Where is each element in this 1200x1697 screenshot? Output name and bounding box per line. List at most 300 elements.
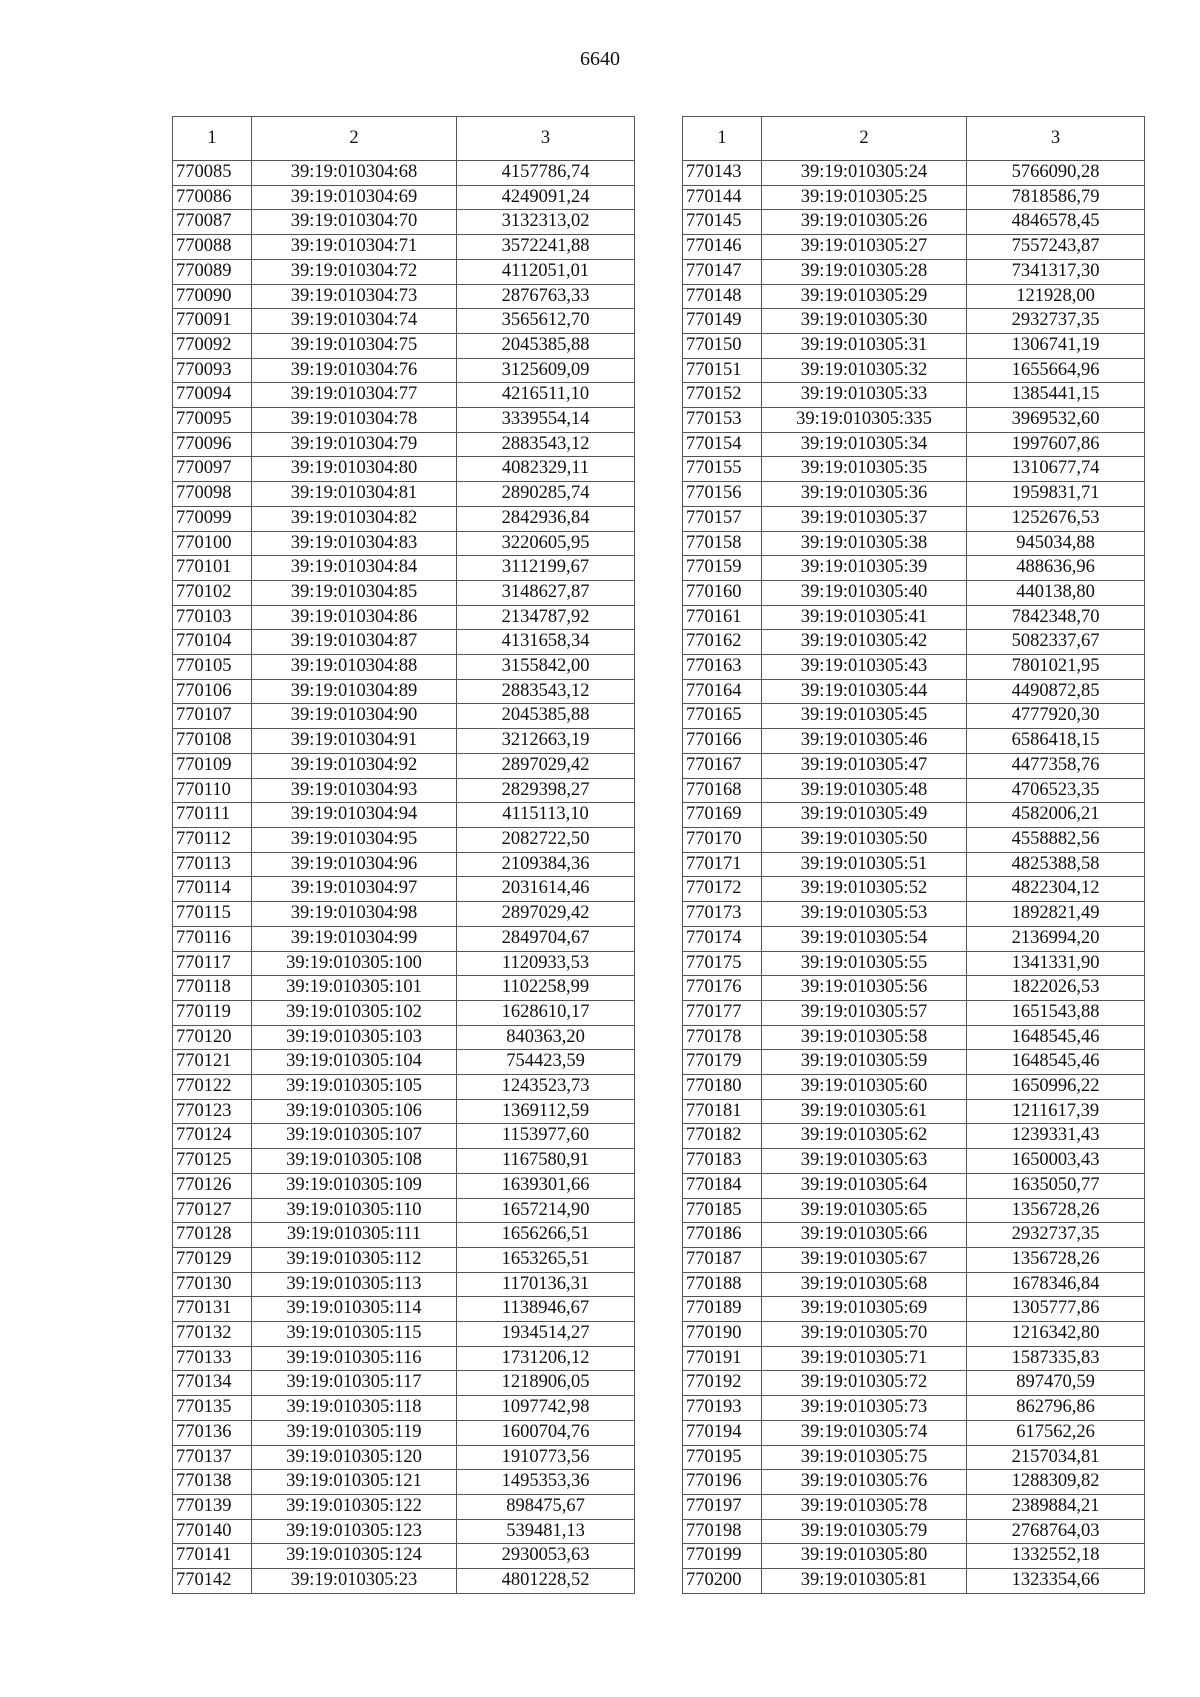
value-cell: 1892821,49: [967, 902, 1145, 927]
row-number-cell: 770198: [683, 1519, 762, 1544]
table-row: [173, 408, 635, 433]
row-number-cell: 770148: [683, 284, 762, 309]
cadastral-number-cell: 39:19:010305:111: [252, 1223, 457, 1248]
table-row: [173, 284, 635, 309]
row-number-cell: 770154: [683, 432, 762, 457]
cadastral-number-cell: 39:19:010305:46: [762, 729, 967, 754]
value-cell: 2842936,84: [457, 506, 635, 531]
column-header-1: 1: [683, 117, 762, 161]
row-number-cell: 770128: [173, 1223, 252, 1248]
cadastral-number-cell: 39:19:010305:123: [252, 1519, 457, 1544]
row-number-cell: 770187: [683, 1247, 762, 1272]
table-row: [173, 1569, 635, 1594]
cadastral-number-cell: 39:19:010305:105: [252, 1075, 457, 1100]
cadastral-number-cell: 39:19:010305:23: [252, 1569, 457, 1594]
table-row: [683, 679, 1145, 704]
cadastral-number-cell: 39:19:010305:109: [252, 1173, 457, 1198]
row-number-cell: 770159: [683, 556, 762, 581]
value-cell: 1306741,19: [967, 333, 1145, 358]
cadastral-number-cell: 39:19:010304:76: [252, 358, 457, 383]
cadastral-number-cell: 39:19:010305:30: [762, 309, 967, 334]
value-cell: 2045385,88: [457, 704, 635, 729]
table-row: [683, 1470, 1145, 1495]
value-cell: 862796,86: [967, 1396, 1145, 1421]
value-cell: 440138,80: [967, 580, 1145, 605]
row-number-cell: 770138: [173, 1470, 252, 1495]
table-row: [173, 1544, 635, 1569]
column-header-1: 1: [173, 117, 252, 161]
row-number-cell: 770176: [683, 976, 762, 1001]
row-number-cell: 770188: [683, 1272, 762, 1297]
row-number-cell: 770174: [683, 926, 762, 951]
table-row: [173, 902, 635, 927]
table-row: [683, 1247, 1145, 1272]
value-cell: 2031614,46: [457, 877, 635, 902]
cadastral-number-cell: 39:19:010305:45: [762, 704, 967, 729]
cadastral-number-cell: 39:19:010305:76: [762, 1470, 967, 1495]
cadastral-number-cell: 39:19:010304:85: [252, 580, 457, 605]
cadastral-number-cell: 39:19:010304:79: [252, 432, 457, 457]
row-number-cell: 770141: [173, 1544, 252, 1569]
column-header-3: 3: [967, 117, 1145, 161]
value-cell: 5082337,67: [967, 630, 1145, 655]
table-row: [683, 1346, 1145, 1371]
value-cell: 3339554,14: [457, 408, 635, 433]
value-cell: 2932737,35: [967, 1223, 1145, 1248]
column-header-2: 2: [252, 117, 457, 161]
row-number-cell: 770093: [173, 358, 252, 383]
row-number-cell: 770130: [173, 1272, 252, 1297]
cadastral-number-cell: 39:19:010305:78: [762, 1494, 967, 1519]
value-cell: 1332552,18: [967, 1544, 1145, 1569]
cadastral-number-cell: 39:19:010305:67: [762, 1247, 967, 1272]
value-cell: 4822304,12: [967, 877, 1145, 902]
cadastral-number-cell: 39:19:010305:47: [762, 753, 967, 778]
table-row: [173, 704, 635, 729]
row-number-cell: 770152: [683, 383, 762, 408]
value-cell: 3112199,67: [457, 556, 635, 581]
value-cell: 1648545,46: [967, 1050, 1145, 1075]
table-row: [683, 753, 1145, 778]
value-cell: 2389884,21: [967, 1494, 1145, 1519]
table-row: [173, 1198, 635, 1223]
value-cell: 1218906,05: [457, 1371, 635, 1396]
row-number-cell: 770168: [683, 778, 762, 803]
value-cell: 1369112,59: [457, 1099, 635, 1124]
page-number: 6640: [580, 48, 620, 70]
cadastral-number-cell: 39:19:010305:62: [762, 1124, 967, 1149]
cadastral-number-cell: 39:19:010304:74: [252, 309, 457, 334]
table-row: [683, 976, 1145, 1001]
row-number-cell: 770190: [683, 1322, 762, 1347]
row-number-cell: 770121: [173, 1050, 252, 1075]
value-cell: 1356728,26: [967, 1198, 1145, 1223]
cadastral-number-cell: 39:19:010305:60: [762, 1075, 967, 1100]
row-number-cell: 770161: [683, 605, 762, 630]
value-cell: 1648545,46: [967, 1025, 1145, 1050]
table-row: [173, 1124, 635, 1149]
cadastral-number-cell: 39:19:010305:107: [252, 1124, 457, 1149]
cadastral-number-cell: 39:19:010305:110: [252, 1198, 457, 1223]
row-number-cell: 770139: [173, 1494, 252, 1519]
cadastral-number-cell: 39:19:010304:94: [252, 803, 457, 828]
cadastral-number-cell: 39:19:010304:88: [252, 655, 457, 680]
table-row: [683, 852, 1145, 877]
table-row: [683, 432, 1145, 457]
table-row: [173, 729, 635, 754]
row-number-cell: 770096: [173, 432, 252, 457]
table-row: [683, 1124, 1145, 1149]
row-number-cell: 770191: [683, 1346, 762, 1371]
value-cell: 945034,88: [967, 531, 1145, 556]
cadastral-number-cell: 39:19:010305:64: [762, 1173, 967, 1198]
value-cell: 4582006,21: [967, 803, 1145, 828]
value-cell: 2157034,81: [967, 1445, 1145, 1470]
table-row: [683, 1223, 1145, 1248]
table-row: [173, 185, 635, 210]
row-number-cell: 770110: [173, 778, 252, 803]
cadastral-number-cell: 39:19:010305:68: [762, 1272, 967, 1297]
value-cell: 4477358,76: [967, 753, 1145, 778]
row-number-cell: 770094: [173, 383, 252, 408]
cadastral-number-cell: 39:19:010305:24: [762, 161, 967, 186]
cadastral-number-cell: 39:19:010305:37: [762, 506, 967, 531]
cadastral-number-cell: 39:19:010304:83: [252, 531, 457, 556]
cadastral-number-cell: 39:19:010305:40: [762, 580, 967, 605]
value-cell: 2045385,88: [457, 333, 635, 358]
table-row: [173, 457, 635, 482]
cadastral-number-cell: 39:19:010304:98: [252, 902, 457, 927]
table-row: [173, 210, 635, 235]
row-number-cell: 770122: [173, 1075, 252, 1100]
cadastral-number-cell: 39:19:010304:99: [252, 926, 457, 951]
row-number-cell: 770171: [683, 852, 762, 877]
row-number-cell: 770177: [683, 1000, 762, 1025]
cadastral-number-cell: 39:19:010304:87: [252, 630, 457, 655]
value-cell: 1959831,71: [967, 482, 1145, 507]
table-row: [173, 235, 635, 260]
row-number-cell: 770129: [173, 1247, 252, 1272]
table-row: [173, 1173, 635, 1198]
cadastral-number-cell: 39:19:010305:119: [252, 1420, 457, 1445]
row-number-cell: 770157: [683, 506, 762, 531]
cadastral-number-cell: 39:19:010304:95: [252, 827, 457, 852]
row-number-cell: 770101: [173, 556, 252, 581]
row-number-cell: 770150: [683, 333, 762, 358]
value-cell: 2829398,27: [457, 778, 635, 803]
row-number-cell: 770090: [173, 284, 252, 309]
row-number-cell: 770167: [683, 753, 762, 778]
row-number-cell: 770131: [173, 1297, 252, 1322]
cadastral-number-cell: 39:19:010305:57: [762, 1000, 967, 1025]
value-cell: 7842348,70: [967, 605, 1145, 630]
cadastral-number-cell: 39:19:010305:117: [252, 1371, 457, 1396]
row-number-cell: 770092: [173, 333, 252, 358]
row-number-cell: 770134: [173, 1371, 252, 1396]
row-number-cell: 770194: [683, 1420, 762, 1445]
row-number-cell: 770156: [683, 482, 762, 507]
cadastral-number-cell: 39:19:010305:50: [762, 827, 967, 852]
row-number-cell: 770113: [173, 852, 252, 877]
value-cell: 2876763,33: [457, 284, 635, 309]
value-cell: 4112051,01: [457, 259, 635, 284]
row-number-cell: 770137: [173, 1445, 252, 1470]
cadastral-table-left: [172, 116, 635, 1594]
cadastral-number-cell: 39:19:010305:113: [252, 1272, 457, 1297]
table-row: [683, 1000, 1145, 1025]
cadastral-number-cell: 39:19:010304:96: [252, 852, 457, 877]
row-number-cell: 770105: [173, 655, 252, 680]
cadastral-number-cell: 39:19:010305:101: [252, 976, 457, 1001]
row-number-cell: 770164: [683, 679, 762, 704]
cadastral-number-cell: 39:19:010305:100: [252, 951, 457, 976]
cadastral-number-cell: 39:19:010304:75: [252, 333, 457, 358]
cadastral-number-cell: 39:19:010305:112: [252, 1247, 457, 1272]
row-number-cell: 770162: [683, 630, 762, 655]
cadastral-number-cell: 39:19:010305:26: [762, 210, 967, 235]
cadastral-table-right: [682, 116, 1145, 1594]
table-row: [173, 1247, 635, 1272]
table-row: [173, 531, 635, 556]
table-row: [683, 1396, 1145, 1421]
value-cell: 1120933,53: [457, 951, 635, 976]
table-row: [173, 753, 635, 778]
value-cell: 1170136,31: [457, 1272, 635, 1297]
table-row: [173, 1494, 635, 1519]
row-number-cell: 770200: [683, 1569, 762, 1594]
value-cell: 1651543,88: [967, 1000, 1145, 1025]
cadastral-number-cell: 39:19:010305:28: [762, 259, 967, 284]
cadastral-number-cell: 39:19:010305:79: [762, 1519, 967, 1544]
value-cell: 4846578,45: [967, 210, 1145, 235]
cadastral-number-cell: 39:19:010305:104: [252, 1050, 457, 1075]
cadastral-number-cell: 39:19:010305:58: [762, 1025, 967, 1050]
value-cell: 617562,26: [967, 1420, 1145, 1445]
value-cell: 1657214,90: [457, 1198, 635, 1223]
cadastral-number-cell: 39:19:010305:102: [252, 1000, 457, 1025]
table-row: [173, 506, 635, 531]
value-cell: 1102258,99: [457, 976, 635, 1001]
value-cell: 2109384,36: [457, 852, 635, 877]
cadastral-number-cell: 39:19:010305:103: [252, 1025, 457, 1050]
table-row: [683, 235, 1145, 260]
row-number-cell: 770192: [683, 1371, 762, 1396]
table-row: [173, 1075, 635, 1100]
cadastral-number-cell: 39:19:010304:80: [252, 457, 457, 482]
value-cell: 840363,20: [457, 1025, 635, 1050]
cadastral-number-cell: 39:19:010305:66: [762, 1223, 967, 1248]
cadastral-number-cell: 39:19:010305:106: [252, 1099, 457, 1124]
value-cell: 4706523,35: [967, 778, 1145, 803]
value-cell: 539481,13: [457, 1519, 635, 1544]
value-cell: 1216342,80: [967, 1322, 1145, 1347]
table-row: [683, 284, 1145, 309]
value-cell: 1288309,82: [967, 1470, 1145, 1495]
table-row: [173, 803, 635, 828]
table-row: [173, 877, 635, 902]
value-cell: 6586418,15: [967, 729, 1145, 754]
cadastral-number-cell: 39:19:010305:69: [762, 1297, 967, 1322]
row-number-cell: 770199: [683, 1544, 762, 1569]
value-cell: 1656266,51: [457, 1223, 635, 1248]
cadastral-number-cell: 39:19:010305:80: [762, 1544, 967, 1569]
row-number-cell: 770088: [173, 235, 252, 260]
value-cell: 1650996,22: [967, 1075, 1145, 1100]
value-cell: 3155842,00: [457, 655, 635, 680]
row-number-cell: 770145: [683, 210, 762, 235]
value-cell: 1650003,43: [967, 1149, 1145, 1174]
table-row: [683, 1297, 1145, 1322]
cadastral-number-cell: 39:19:010305:122: [252, 1494, 457, 1519]
value-cell: 2930053,63: [457, 1544, 635, 1569]
table-row: [173, 161, 635, 186]
row-number-cell: 770114: [173, 877, 252, 902]
cadastral-number-cell: 39:19:010304:77: [252, 383, 457, 408]
value-cell: 3565612,70: [457, 309, 635, 334]
cadastral-number-cell: 39:19:010304:71: [252, 235, 457, 260]
row-number-cell: 770175: [683, 951, 762, 976]
row-number-cell: 770089: [173, 259, 252, 284]
value-cell: 2134787,92: [457, 605, 635, 630]
cadastral-number-cell: 39:19:010305:41: [762, 605, 967, 630]
table-row: [683, 383, 1145, 408]
value-cell: 7341317,30: [967, 259, 1145, 284]
row-number-cell: 770085: [173, 161, 252, 186]
value-cell: 2849704,67: [457, 926, 635, 951]
row-number-cell: 770133: [173, 1346, 252, 1371]
value-cell: 1310677,74: [967, 457, 1145, 482]
table-row: [683, 1544, 1145, 1569]
table-row: [173, 1445, 635, 1470]
row-number-cell: 770189: [683, 1297, 762, 1322]
table-row: [683, 951, 1145, 976]
value-cell: 1341331,90: [967, 951, 1145, 976]
value-cell: 4777920,30: [967, 704, 1145, 729]
value-cell: 3125609,09: [457, 358, 635, 383]
row-number-cell: 770091: [173, 309, 252, 334]
table-row: [683, 1445, 1145, 1470]
value-cell: 3969532,60: [967, 408, 1145, 433]
value-cell: 1252676,53: [967, 506, 1145, 531]
cadastral-number-cell: 39:19:010305:43: [762, 655, 967, 680]
cadastral-number-cell: 39:19:010305:61: [762, 1099, 967, 1124]
table-row: [173, 1371, 635, 1396]
column-header-3: 3: [457, 117, 635, 161]
value-cell: 2890285,74: [457, 482, 635, 507]
cadastral-number-cell: 39:19:010305:42: [762, 630, 967, 655]
value-cell: 5766090,28: [967, 161, 1145, 186]
cadastral-number-cell: 39:19:010305:32: [762, 358, 967, 383]
value-cell: 1639301,66: [457, 1173, 635, 1198]
cadastral-number-cell: 39:19:010305:70: [762, 1322, 967, 1347]
cadastral-number-cell: 39:19:010305:75: [762, 1445, 967, 1470]
row-number-cell: 770098: [173, 482, 252, 507]
value-cell: 1495353,36: [457, 1470, 635, 1495]
value-cell: 754423,59: [457, 1050, 635, 1075]
table-row: [173, 655, 635, 680]
table-row: [173, 605, 635, 630]
cadastral-number-cell: 39:19:010304:78: [252, 408, 457, 433]
table-row: [173, 432, 635, 457]
value-cell: 1678346,84: [967, 1272, 1145, 1297]
table-row: [683, 482, 1145, 507]
value-cell: 7557243,87: [967, 235, 1145, 260]
row-number-cell: 770186: [683, 1223, 762, 1248]
cadastral-number-cell: 39:19:010304:73: [252, 284, 457, 309]
cadastral-number-cell: 39:19:010304:68: [252, 161, 457, 186]
value-cell: 2082722,50: [457, 827, 635, 852]
row-number-cell: 770140: [173, 1519, 252, 1544]
table-row: [173, 1470, 635, 1495]
cadastral-number-cell: 39:19:010304:84: [252, 556, 457, 581]
table-row: [173, 383, 635, 408]
row-number-cell: 770170: [683, 827, 762, 852]
cadastral-number-cell: 39:19:010305:59: [762, 1050, 967, 1075]
value-cell: 4082329,11: [457, 457, 635, 482]
row-number-cell: 770163: [683, 655, 762, 680]
row-number-cell: 770136: [173, 1420, 252, 1445]
value-cell: 3220605,95: [457, 531, 635, 556]
table-row: [683, 729, 1145, 754]
table-row: [683, 1050, 1145, 1075]
row-number-cell: 770120: [173, 1025, 252, 1050]
table-row: [683, 259, 1145, 284]
table-row: [173, 1396, 635, 1421]
value-cell: 1731206,12: [457, 1346, 635, 1371]
table-row: [683, 1272, 1145, 1297]
value-cell: 4115113,10: [457, 803, 635, 828]
value-cell: 4157786,74: [457, 161, 635, 186]
cadastral-number-cell: 39:19:010304:89: [252, 679, 457, 704]
row-number-cell: 770197: [683, 1494, 762, 1519]
row-number-cell: 770100: [173, 531, 252, 556]
value-cell: 1211617,39: [967, 1099, 1145, 1124]
value-cell: 1239331,43: [967, 1124, 1145, 1149]
cadastral-number-cell: 39:19:010305:44: [762, 679, 967, 704]
cadastral-number-cell: 39:19:010305:34: [762, 432, 967, 457]
row-number-cell: 770126: [173, 1173, 252, 1198]
table-header-row: [683, 117, 1145, 161]
value-cell: 2897029,42: [457, 902, 635, 927]
value-cell: 1153977,60: [457, 1124, 635, 1149]
row-number-cell: 770195: [683, 1445, 762, 1470]
table-row: [173, 482, 635, 507]
row-number-cell: 770117: [173, 951, 252, 976]
table-row: [173, 926, 635, 951]
cadastral-number-cell: 39:19:010305:116: [252, 1346, 457, 1371]
cadastral-number-cell: 39:19:010304:93: [252, 778, 457, 803]
value-cell: 1356728,26: [967, 1247, 1145, 1272]
table-row: [173, 1322, 635, 1347]
table-row: [683, 655, 1145, 680]
cadastral-number-cell: 39:19:010304:81: [252, 482, 457, 507]
cadastral-number-cell: 39:19:010305:39: [762, 556, 967, 581]
row-number-cell: 770180: [683, 1075, 762, 1100]
cadastral-number-cell: 39:19:010305:52: [762, 877, 967, 902]
value-cell: 2883543,12: [457, 679, 635, 704]
cadastral-number-cell: 39:19:010305:71: [762, 1346, 967, 1371]
cadastral-number-cell: 39:19:010304:92: [252, 753, 457, 778]
value-cell: 4249091,24: [457, 185, 635, 210]
table-row: [683, 630, 1145, 655]
value-cell: 4801228,52: [457, 1569, 635, 1594]
value-cell: 1243523,73: [457, 1075, 635, 1100]
row-number-cell: 770158: [683, 531, 762, 556]
value-cell: 1628610,17: [457, 1000, 635, 1025]
value-cell: 2883543,12: [457, 432, 635, 457]
table-row: [683, 1420, 1145, 1445]
row-number-cell: 770123: [173, 1099, 252, 1124]
